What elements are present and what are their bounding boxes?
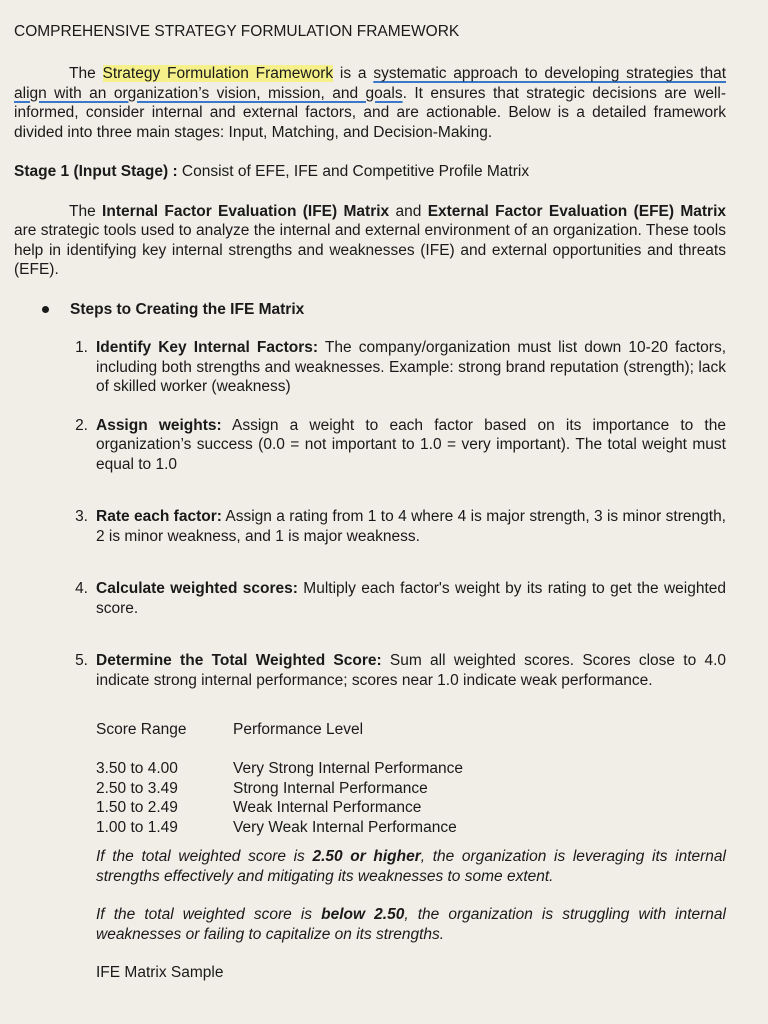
note-text: , the organization is leveraging its internal strengths effectively and mitigating its weaknesses to some extent. bbox=[96, 848, 726, 885]
ife-efe-paragraph bbox=[14, 202, 726, 280]
bullet-item bbox=[14, 300, 726, 320]
intro-paragraph bbox=[14, 64, 726, 142]
step-item bbox=[14, 579, 726, 618]
stage-1-label: Stage 1 (Input Stage) : bbox=[14, 163, 178, 180]
stage-1-text: Consist of EFE, IFE and Competitive Profile Matrix bbox=[177, 163, 530, 180]
step-item bbox=[14, 507, 726, 546]
ife-term: Internal Factor Evaluation (IFE) Matrix bbox=[102, 202, 390, 220]
performance-level-cell: Very Strong Internal Performance bbox=[233, 760, 464, 777]
step-text: Assign a rating from 1 to 4 where 4 is major strength, 3 is minor strength, 2 is minor weakness, and 1 is major weakness. bbox=[96, 508, 726, 545]
ife-text-1: The bbox=[69, 202, 103, 220]
underlined-phrase: systematic approach to developing strategies that align with an organization’s vision, mission, and goals bbox=[14, 65, 727, 102]
note-high-score bbox=[96, 847, 726, 886]
note-emphasis: below 2.50 bbox=[321, 906, 405, 923]
step-label: Assign weights: bbox=[96, 416, 222, 434]
step-number: 2. bbox=[75, 416, 88, 434]
performance-level-cell: Very Weak Internal Performance bbox=[233, 818, 457, 836]
document-page bbox=[14, 22, 726, 983]
score-range-cell: 3.50 to 4.00 bbox=[96, 760, 178, 777]
step-label: Rate each factor: bbox=[96, 508, 222, 525]
intro-text-3: . It ensures that strategic decisions are well-informed, consider internal and external factors, and are actionable. Below is a detailed framework divided into three main stages: Input, Matching, and Decision-Making. bbox=[14, 84, 726, 141]
note-text: If the total weighted score is bbox=[96, 848, 313, 865]
step-text: Assign a weight to each factor based on its importance to the organization’s success (0.0 = not important to 1.0 = very important). The total weight must equal to 1.0 bbox=[96, 416, 726, 473]
bullet-icon bbox=[42, 306, 49, 313]
table-header-row bbox=[96, 720, 726, 740]
sample-label: IFE Matrix Sample bbox=[96, 964, 224, 981]
note-low-score bbox=[96, 905, 726, 944]
steps-list bbox=[14, 338, 726, 690]
stage-1-line bbox=[14, 162, 726, 182]
header-score-range: Score Range bbox=[96, 721, 187, 738]
score-range-cell: 2.50 to 3.49 bbox=[96, 779, 178, 797]
step-number: 5. bbox=[75, 652, 88, 669]
ife-text-3: are strategic tools used to analyze the internal and external environment of an organization. These tools help in identifying key internal strengths and weaknesses (IFE) and external opportunities and threats (EFE). bbox=[14, 222, 726, 278]
table-row bbox=[96, 798, 726, 818]
efe-term: External Factor Evaluation (EFE) Matrix bbox=[427, 202, 727, 220]
note-emphasis: 2.50 or higher bbox=[312, 848, 421, 865]
step-text: Multiply each factor's weight by its rating to get the weighted score. bbox=[96, 580, 727, 617]
performance-level-cell: Strong Internal Performance bbox=[233, 779, 428, 797]
step-text: Sum all weighted scores. Scores close to 4.0 indicate strong internal performance; scores near 1.0 indicate weak performance. bbox=[96, 652, 727, 689]
step-label: Identify Key Internal Factors: bbox=[96, 339, 319, 356]
note-text: If the total weighted score is bbox=[96, 906, 322, 923]
step-number: 3. bbox=[75, 508, 88, 525]
bullet-heading: Steps to Creating the IFE Matrix bbox=[70, 300, 305, 318]
step-text: The company/organization must list down 10-20 factors, including both strengths and weaknesses. Example: strong brand reputation (strength); lack of skilled worker (weakness) bbox=[96, 339, 726, 395]
score-range-cell: 1.50 to 2.49 bbox=[96, 799, 178, 816]
document-title: COMPREHENSIVE STRATEGY FORMULATION FRAMEWORK bbox=[14, 23, 460, 40]
table-row bbox=[96, 818, 726, 838]
highlighted-term: Strategy Formulation Framework bbox=[102, 65, 334, 82]
header-performance-level: Performance Level bbox=[233, 721, 364, 738]
step-number: 1. bbox=[75, 339, 88, 356]
intro-text-2: is a bbox=[333, 65, 374, 82]
note-text: , the organization is struggling with internal weaknesses or failing to capitalize on its strengths. bbox=[96, 906, 726, 943]
score-range-table bbox=[96, 720, 726, 837]
score-range-cell: 1.00 to 1.49 bbox=[96, 818, 178, 836]
step-number: 4. bbox=[75, 580, 88, 597]
table-row bbox=[96, 779, 726, 799]
step-item bbox=[14, 416, 726, 475]
step-item bbox=[14, 338, 726, 397]
step-label: Calculate weighted scores: bbox=[96, 580, 298, 597]
step-label: Determine the Total Weighted Score: bbox=[96, 652, 382, 669]
ife-text-2: and bbox=[389, 202, 428, 220]
performance-level-cell: Weak Internal Performance bbox=[233, 799, 422, 816]
table-row bbox=[96, 759, 726, 779]
intro-text-1: The bbox=[69, 65, 103, 82]
step-item bbox=[14, 651, 726, 690]
